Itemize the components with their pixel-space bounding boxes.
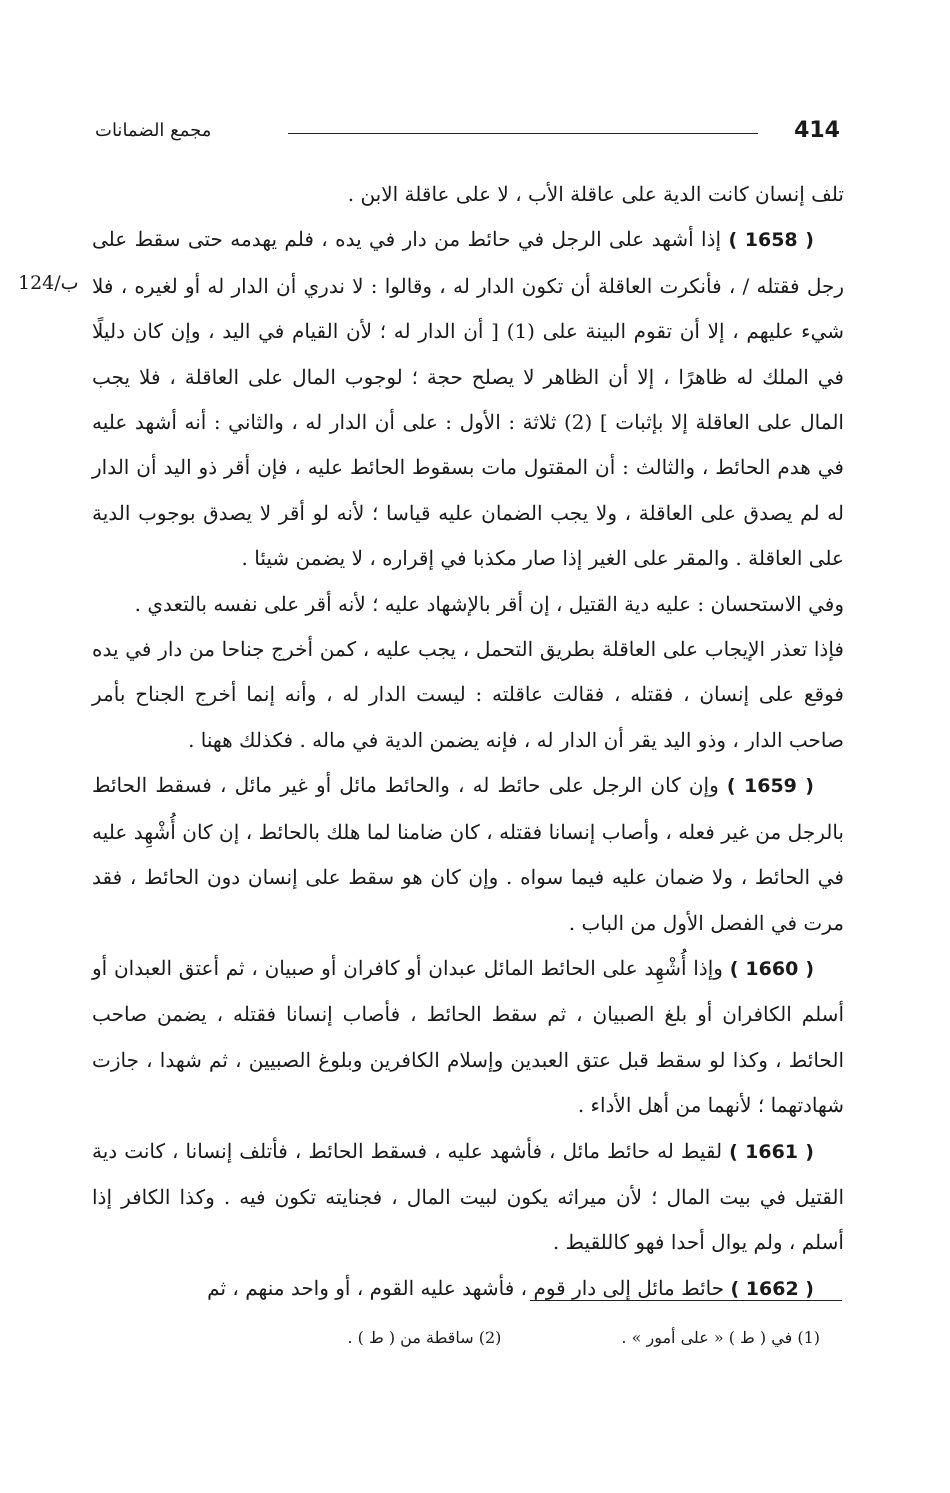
paragraph (92, 582, 844, 627)
page-number: 414 (794, 118, 840, 143)
issue-number: ( 1658 ) (728, 229, 814, 252)
footnote: (1) في ( ط ) « على أمور » . (621, 1328, 820, 1347)
paragraph (92, 172, 844, 217)
paragraph (92, 217, 844, 581)
footnotes (220, 1328, 820, 1347)
paragraph (92, 1129, 844, 1266)
issue-number: ( 1661 ) (729, 1140, 814, 1163)
issue-number: ( 1659 ) (726, 775, 814, 798)
paragraph-text: وإن كان الرجل على حائط له ، والحائط مائل أو غير مائل ، فسقط الحائط بالرجل من غير فعله ، وأصاب إنسانا فقتله ، كان ضامنا لما هلك بالحائط ، إن كان أُشْهِد عليه في الحائط ، ولا ضمان عليه فيما سواه . وإن كان هو سقط على إنسان دون الحائط ، فقد مرت في الفصل الأول من الباب . (92, 773, 844, 935)
paragraph-text: وإذا أُشْهِد على الحائط المائل عبدان أو كافران أو صبيان ، ثم أعتق العبدان أو أسلم الكافران أو بلغ الصبيان ، ثم سقط الحائط ، فأصاب إنسانا فقتله ، يضمن صاحب الحائط ، وكذا لو سقط قبل عتق العبدين وإسلام الكافرين وبلوغ الصبيين ، ثم شهدا ، جازت شهادتهما ؛ لأنهما من أهل الأداء . (92, 955, 844, 1118)
issue-number: ( 1662 ) (730, 1277, 814, 1300)
main-text (92, 172, 844, 1312)
issue-number: ( 1660 ) (729, 957, 815, 980)
paragraph (92, 763, 844, 946)
header-rule (288, 133, 758, 134)
footnote: (2) ساقطة من ( ط ) . (347, 1328, 502, 1347)
footnote-separator (530, 1300, 842, 1301)
paragraph-text: إذا أشهد على الرجل في حائط من دار في يده ، فلم يهدمه حتى سقط على رجل فقتله / ، فأنكرت العاقلة أن تكون الدار له ، وقالوا : لا ندري أن الدار له أو لغيره ، فلا شيء عليهم ، إلا أن تقوم البينة على (1) [ أن الدار له ؛ لأن القيام في اليد ، وإن كان دليلًا في الملك له ظاهرًا ، إلا أن الظاهر لا يصلح حجة ؛ لوجوب المال على العاقلة ، فلا يجب المال على العاقلة إلا بإثبات ] (2) ثلاثة : الأول : على أن الدار له ، والثاني : أنه أشهد عليه في هدم الحائط ، والثالث : أن المقتول مات بسقوط الحائط عليه ، فإن أقر ذو اليد أن الدار له لم يصدق على العاقلة ، ولا يجب الضمان عليه قياسا ؛ لأنه لو أقر لا يصدق بوجوب الدية على العاقلة . والمقر على الغير إذا صار مكذبا في إقراره ، لا يضمن شيئا . (92, 227, 844, 571)
running-header (95, 118, 840, 158)
margin-folio-marker: 124/ب (18, 272, 79, 294)
paragraph-text: وفي الاستحسان : عليه دية القتيل ، إن أقر بالإشهاد عليه ؛ لأنه أقر على نفسه بالتعدي . (134, 591, 844, 616)
paragraph (92, 946, 844, 1129)
paragraph-text: لقيط له حائط مائل ، فأشهد عليه ، فسقط الحائط ، فأتلف إنسانا ، كانت دية القتيل في بيت المال ؛ لأن ميراثه يكون لبيت المال ، فجنايته تكون فيه . وكذا الكافر إذا أسلم ، ولم يوال أحدا فهو كاللقيط . (92, 1138, 844, 1255)
book-title: مجمع الضمانات (95, 120, 212, 141)
paragraph-text: حائط مائل إلى دار قوم ، فأشهد عليه القوم ، أو واحد منهم ، ثم (207, 1275, 725, 1300)
paragraph-text: تلف إنسان كانت الدية على عاقلة الأب ، لا على عاقلة الابن . (347, 182, 844, 206)
paragraph (92, 627, 844, 763)
paragraph-text: فإذا تعذر الإيجاب على العاقلة بطريق التحمل ، يجب عليه ، كمن أخرج جناحا من دار في يده فوقع على إنسان ، فقتله ، فقالت عاقلته : ليست الدار له ، وأنه إنما أخرج الجناح بأمر صاحب الدار ، وذو اليد يقر أن الدار له ، فإنه يضمن الدية في ماله . فكذلك ههنا . (92, 637, 844, 752)
paragraph (92, 1266, 844, 1312)
